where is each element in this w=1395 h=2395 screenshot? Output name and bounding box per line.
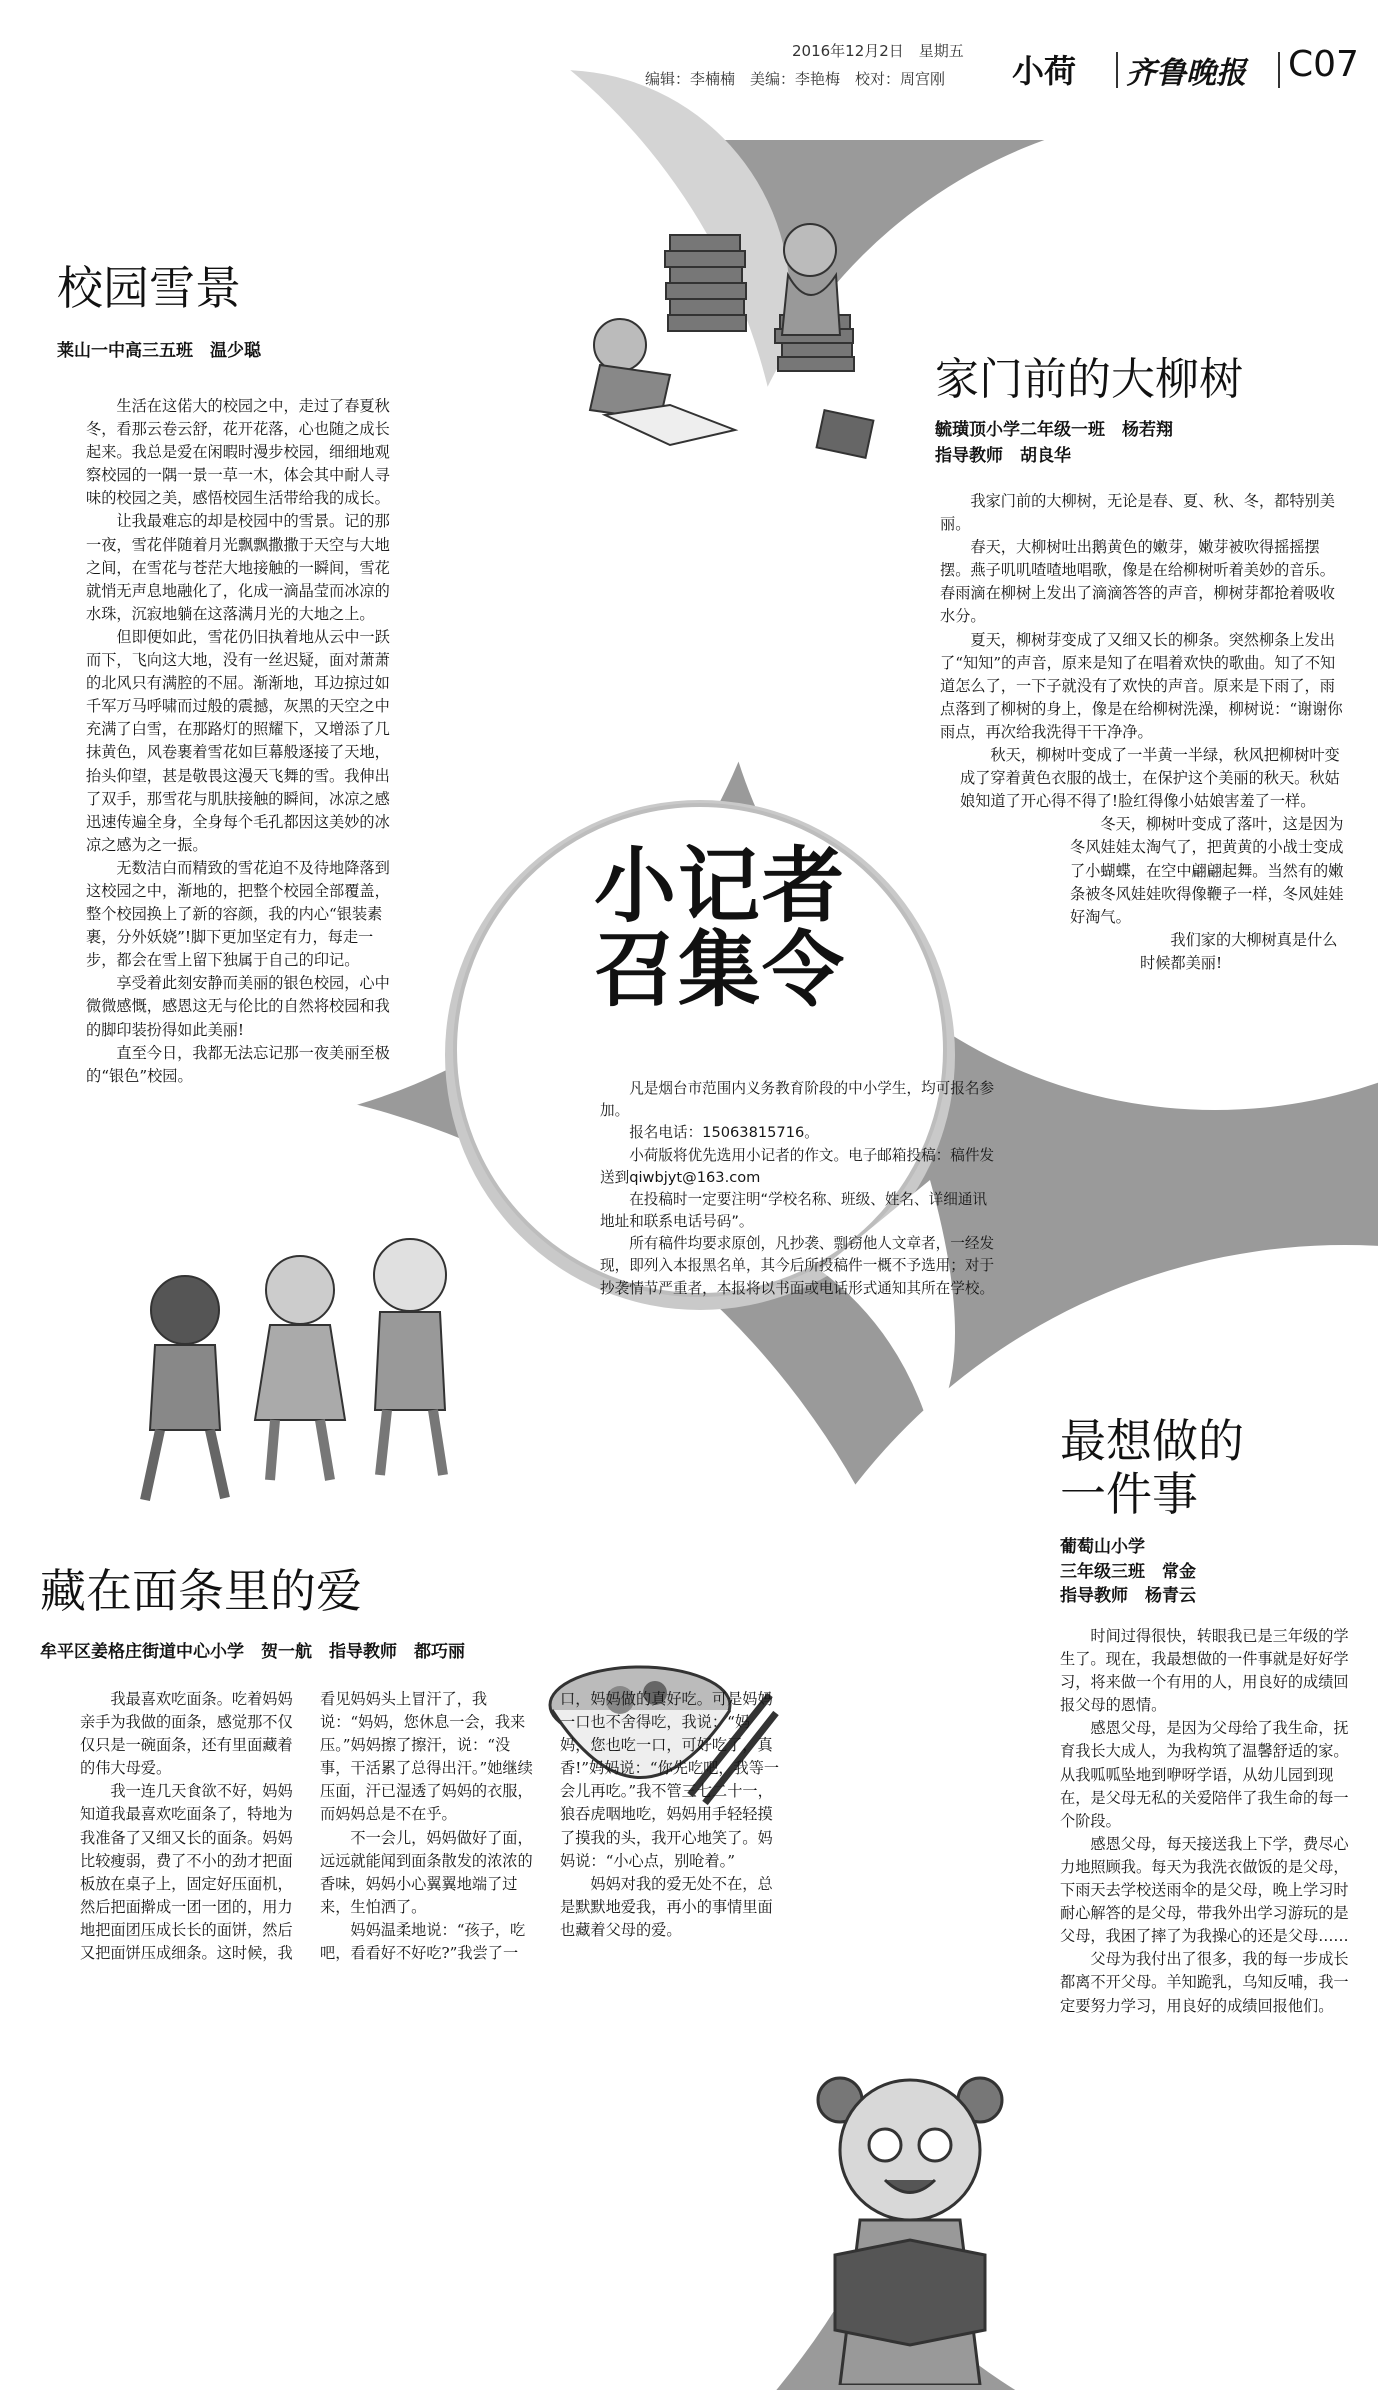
notice-body xyxy=(600,1078,1000,1300)
snow-article-body xyxy=(86,395,396,1088)
wish-article-title xyxy=(1060,1415,1244,1521)
wish-article-body xyxy=(1060,1625,1350,2018)
paragraph: 妈妈温柔地说：“孩子，吃吧，看看好不好吃?”我尝了一口，妈妈做的真好吃。可是妈妈一口也不舍得吃，我说：“妈妈，您也吃一口，可好吃了，真香!”妈妈说：“你先吃吧，我等一会儿再吃。”我不管三七二十一，狼吞虎咽地吃，妈妈用手轻轻摸了摸我的头，我开心地笑了。妈妈说：“小心点，别呛着。” xyxy=(320,1690,780,1963)
snow-article-title: 校园雪景 xyxy=(57,261,241,315)
notice-paragraph: 报名电话：15063815716。 xyxy=(629,1124,819,1142)
paragraph: 我一连几天食欲不好，妈妈知道我最喜欢吃面条了，特地为我准备了又细又长的面条。妈妈比较瘦弱，费了不小的劲才把面板放在桌子上，固定好压面机，然后把面擀成一团一团的，用力地把面团压成长长的面饼，然后又把面饼压成细条。这时候，我看见妈妈头上冒汗了，我说：“妈妈，您休息一会，我来压。”妈妈擦了擦汗，说：“没事，干活累了总得出汗。”她继续压面，汗已湿透了妈妈的衣服，而妈妈总是不在乎。 xyxy=(80,1690,533,1963)
willow-article-author: 毓璜顶小学二年级一班 杨若翔 xyxy=(935,420,1173,440)
paragraph: 我最喜欢吃面条。吃着妈妈亲手为我做的面条，感觉那不仅仅只是一碗面条，还有里面藏着的伟大母爱。 xyxy=(80,1690,293,1778)
wish-teacher: 指导教师 杨青云 xyxy=(1060,1586,1196,1607)
paragraph: 秋天，柳树叶变成了一半黄一半绿，秋风把柳树叶变成了穿着黄色衣服的战士，在保护这个美丽的秋天。秋姑娘知道了开心得不得了!脸红得像小姑娘害羞了一样。 xyxy=(960,746,1340,811)
paragraph: 无数洁白而精致的雪花迫不及待地降落到这校园之中，渐地的，把整个校园全部覆盖，整个校园换上了新的容颜，我的内心“银装素裹，分外妖娆”!脚下更加坚定有力，每走一步，都会在雪上留下独属于自己的印记。 xyxy=(86,858,390,970)
notice-title-line1: 小记者 xyxy=(593,839,846,934)
paragraph: 直至今日，我都无法忘记那一夜美丽至极的“银色”校园。 xyxy=(86,1043,390,1085)
paragraph: 时间过得很快，转眼我已是三年级的学生了。现在，我最想做的一件事就是好好学习，将来做一个有用的人，用良好的成绩回报父母的恩情。 xyxy=(1060,1627,1349,1715)
noodles-article-body xyxy=(80,1688,780,2098)
notice-title-line2: 召集令 xyxy=(593,922,846,1018)
noodles-article-title: 藏在面条里的爱 xyxy=(40,1564,362,1618)
newspaper-logo: 齐鲁晚报 xyxy=(1126,56,1246,91)
paragraph: 妈妈对我的爱无处不在，总是默默地爱我，再小的事情里面也藏着父母的爱。 xyxy=(560,1874,773,1939)
paragraph: 享受着此刻安静而美丽的银色校园，心中微微感慨，感恩这无与伦比的自然将校园和我的脚印装扮得如此美丽! xyxy=(86,974,390,1039)
notice-paragraph: 小荷版将优先选用小记者的作文。电子邮箱投稿：稿件发送到qiwbjyt@163.com xyxy=(600,1146,995,1186)
paragraph: 生活在这偌大的校园之中，走过了春夏秋冬，看那云卷云舒，花开花落，心也随之成长起来。我总是爱在闲暇时漫步校园，细细地观察校园的一隅一景一草一木，体会其中耐人寻味的校园之美，感悟校园生活带给我的成长。 xyxy=(86,397,390,508)
snow-article-author: 莱山一中高三五班 温少聪 xyxy=(57,341,261,361)
noodles-article-author: 牟平区姜格庄街道中心小学 贺一航 指导教师 都巧丽 xyxy=(40,1642,465,1662)
kids-reading-illustration xyxy=(520,205,900,465)
willow-article-body xyxy=(940,490,1348,975)
paragraph: 夏天，柳树芽变成了又细又长的柳条。突然柳条上发出了“知知”的声音，原来是知了在唱着欢快的歌曲。知了不知道怎么了，一下子就没有了欢快的声音。原来是下雨了，雨点落到了柳树的身上，像是在给柳树洗澡，柳树说：“谢谢你雨点，再次给我洗得干干净净。 xyxy=(940,630,1343,741)
paragraph: 春天，大柳树吐出鹅黄色的嫩芽，嫩芽被吹得摇摇摆摆。燕子叽叽喳喳地唱歌，像是在给柳树听着美妙的音乐。春雨滴在柳树上发出了滴滴答答的声音，柳树芽都抢着吸收水分。 xyxy=(940,538,1335,626)
paragraph: 我们家的大柳树真是什么时候都美丽! xyxy=(1140,930,1338,972)
page-number: C07 xyxy=(1288,44,1359,85)
section-name: 小荷 xyxy=(1012,52,1077,90)
wish-article-byline xyxy=(1060,1535,1196,1609)
editor-credits: 编辑：李楠楠 美编：李艳梅 校对：周宫刚 xyxy=(645,70,946,88)
paragraph: 不一会儿，妈妈做好了面，远远就能闻到面条散发的浓浓的香味，妈妈小心翼翼地端了过来，生怕洒了。 xyxy=(320,1828,533,1916)
wish-author: 三年级三班 常金 xyxy=(1060,1561,1196,1582)
issue-date: 2016年12月2日 星期五 xyxy=(792,42,964,60)
paragraph: 冬天，柳树叶变成了落叶，这是因为冬风娃娃太淘气了，把黄黄的小战士变成了小蝴蝶，在空中翩翩起舞。当然有的嫩条被冬风娃娃吹得像鞭子一样，冬风娃娃好淘气。 xyxy=(1070,815,1344,926)
notice-title xyxy=(560,839,880,1018)
notice-paragraph: 在投稿时一定要注明“学校名称、班级、姓名、详细通讯地址和联系电话号码”。 xyxy=(600,1190,988,1231)
happy-kids-illustration xyxy=(125,1230,495,1520)
willow-article-teacher: 指导教师 胡良华 xyxy=(935,446,1071,466)
notice-paragraph: 凡是烟台市范围内义务教育阶段的中小学生，均可报名参加。 xyxy=(600,1080,995,1120)
paragraph: 我家门前的大柳树，无论是春、夏、秋、冬，都特别美丽。 xyxy=(940,492,1335,534)
notice-paragraph: 所有稿件均要求原创，凡抄袭、剽窃他人文章者，一经发现，即列入本报黑名单，其今后所投稿件一概不予选用；对于抄袭情节严重者，本报将以书面或电话形式通知其所在学校。 xyxy=(600,1235,995,1297)
wish-school: 葡萄山小学 xyxy=(1060,1537,1145,1557)
wish-title-line2: 一件事 xyxy=(1060,1466,1198,1521)
paragraph: 让我最难忘的却是校园中的雪景。记的那一夜，雪花伴随着月光飘飘撒撒于天空与大地之间，在雪花与苍茫大地接触的一瞬间，雪花就悄无声息地融化了，化成一滴晶莹而冰凉的水珠，沉寂地躺在这落满月光的大地之上。 xyxy=(86,512,390,623)
paragraph: 感恩父母，是因为父母给了我生命，抚育我长大成人，为我构筑了温馨舒适的家。从我呱呱坠地到咿呀学语，从幼儿园到现在，是父母无私的关爱陪伴了我生命的每一个阶段。 xyxy=(1060,1719,1349,1830)
paragraph: 但即便如此，雪花仍旧执着地从云中一跃而下，飞向这大地，没有一丝迟疑，面对萧萧的北风只有满腔的不屈。渐渐地，耳边掠过如千军万马呼啸而过般的震撼，灰黑的天空之中充满了白雪，在那路灯的照耀下，又增添了几抹黄色，风卷裹着雪花如巨幕般逐接了天地，抬头仰望，甚是敬畏这漫天飞舞的雪。我伸出了双手，那雪花与肌肤接触的瞬间，冰凉之感迅速传遍全身，全身每个毛孔都因这美妙的冰凉之感为之一振。 xyxy=(86,627,390,854)
girl-with-book-illustration xyxy=(805,2055,1015,2385)
paragraph: 父母为我付出了很多，我的每一步成长都离不开父母。羊知跪乳，乌知反哺，我一定要努力学习，用良好的成绩回报他们。 xyxy=(1060,1950,1349,2015)
willow-article-title: 家门前的大柳树 xyxy=(935,354,1243,405)
wish-title-line1: 最想做的 xyxy=(1060,1414,1244,1468)
paragraph: 感恩父母，每天接送我上下学，费尽心力地照顾我。每天为我洗衣做饭的是父母，下雨天去学校送雨伞的是父母，晚上学习时耐心解答的是父母，带我外出学习游玩的是父母，我困了摔了为我操心的还是父母…… xyxy=(1060,1834,1349,1946)
